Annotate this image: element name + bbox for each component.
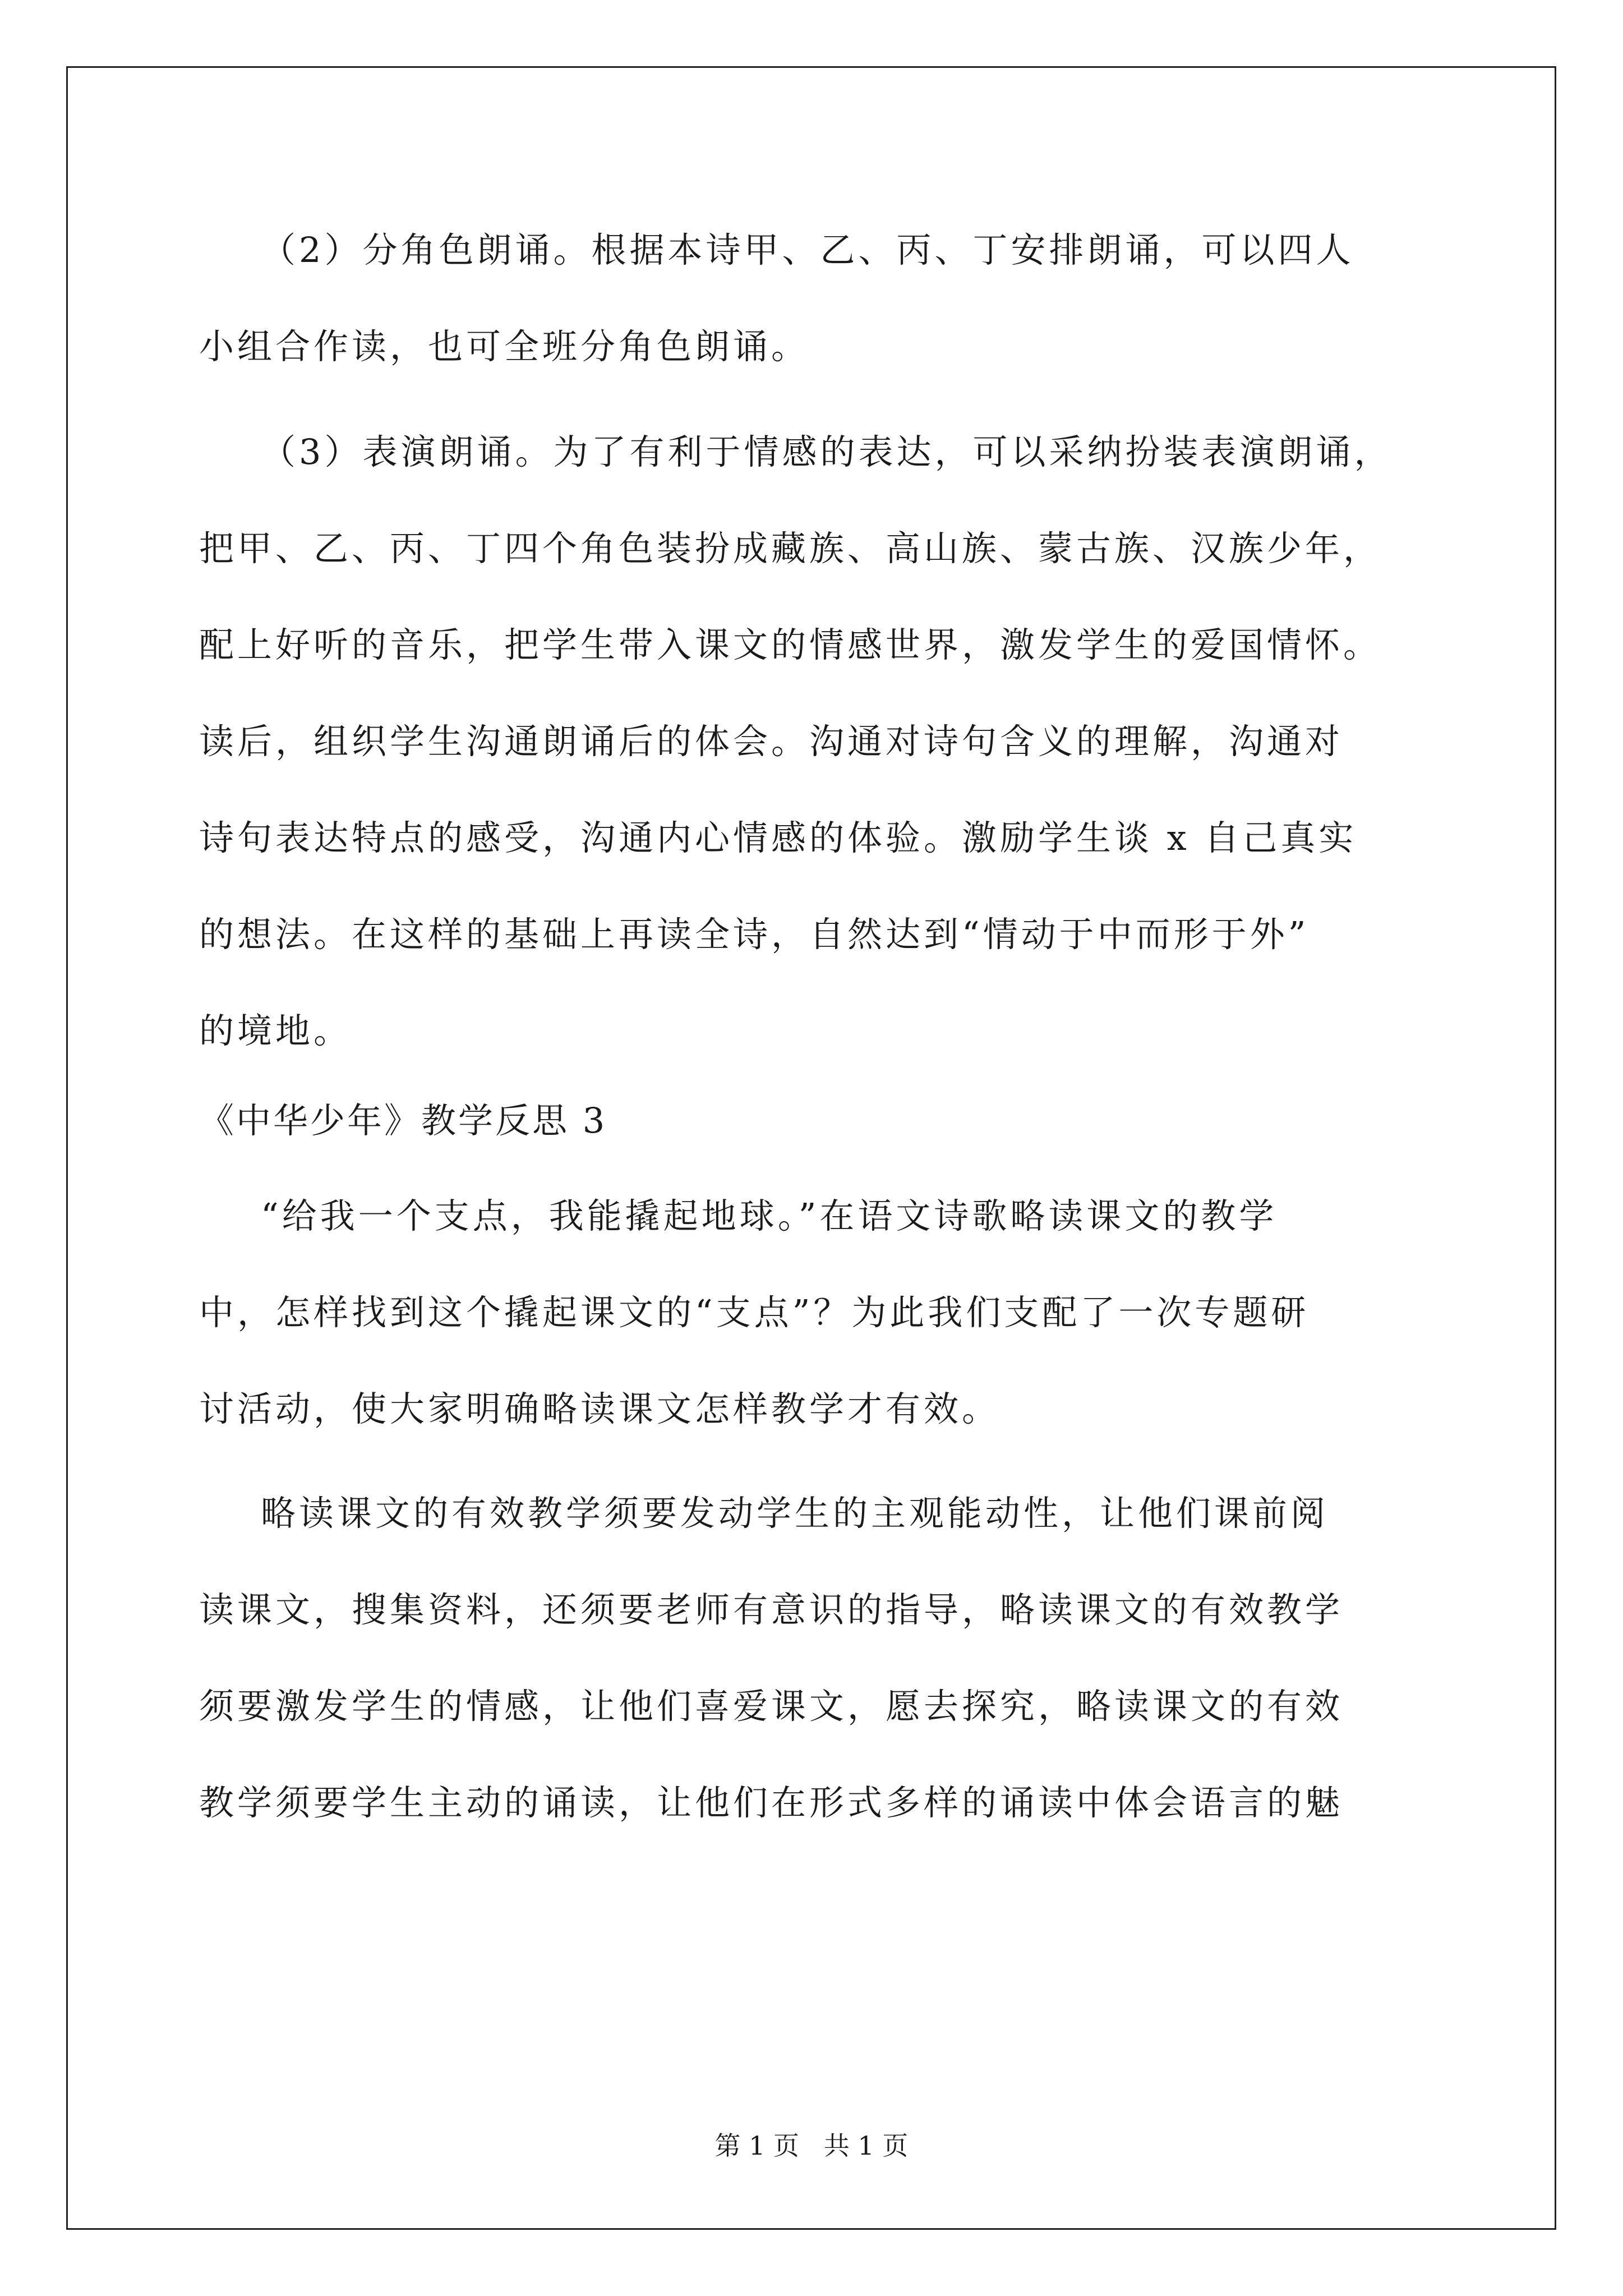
paragraph-line: 须要激发学生的情感，让他们喜爱课文，愿去探究，略读课文的有效 [199, 1686, 1344, 1727]
paragraph-line: 的境地。 [199, 1010, 352, 1051]
paragraph-line: 小组合作读，也可全班分角色朗诵。 [199, 326, 810, 367]
paragraph-line: 中，怎样找到这个撬起课文的“支点”？为此我们支配了一次专题研 [199, 1292, 1310, 1333]
paragraph-line: 略读课文的有效教学须要发动学生的主观能动性，让他们课前阅 [261, 1493, 1329, 1534]
paragraph-line: 把甲、乙、丙、丁四个角色装扮成藏族、高山族、蒙古族、汉族少年， [199, 528, 1382, 569]
paragraph-line: 配上好听的音乐，把学生带入课文的情感世界，激发学生的爱国情怀。 [199, 624, 1382, 665]
paragraph-line: 教学须要学生主动的诵读，让他们在形式多样的诵读中体会语言的魅 [199, 1782, 1344, 1823]
section-heading: 《中华少年》教学反思 3 [199, 1100, 607, 1141]
paragraph-line: 读后，组织学生沟通朗诵后的体会。沟通对诗句含义的理解，沟通对 [199, 721, 1344, 762]
paragraph-line: （3）表演朗诵。为了有利于情感的表达，可以采纳扮装表演朗诵， [261, 431, 1393, 472]
paragraph-line: “给我一个支点，我能撬起地球。”在语文诗歌略读课文的教学 [261, 1195, 1278, 1236]
paragraph-line: 读课文，搜集资料，还须要老师有意识的指导，略读课文的有效教学 [199, 1589, 1344, 1630]
page-footer: 第 1 页 共 1 页 [714, 2131, 909, 2161]
paragraph-line: （2）分角色朗诵。根据本诗甲、乙、丙、丁安排朗诵，可以四人 [261, 229, 1354, 270]
paragraph-line: 诗句表达特点的感受，沟通内心情感的体验。激励学生谈 x 自己真实 [199, 817, 1357, 858]
page-border [66, 66, 1556, 2230]
paragraph-line: 讨活动，使大家明确略读课文怎样教学才有效。 [199, 1388, 1000, 1429]
paragraph-line: 的想法。在这样的基础上再读全诗，自然达到“情动于中而形于外” [199, 914, 1310, 955]
